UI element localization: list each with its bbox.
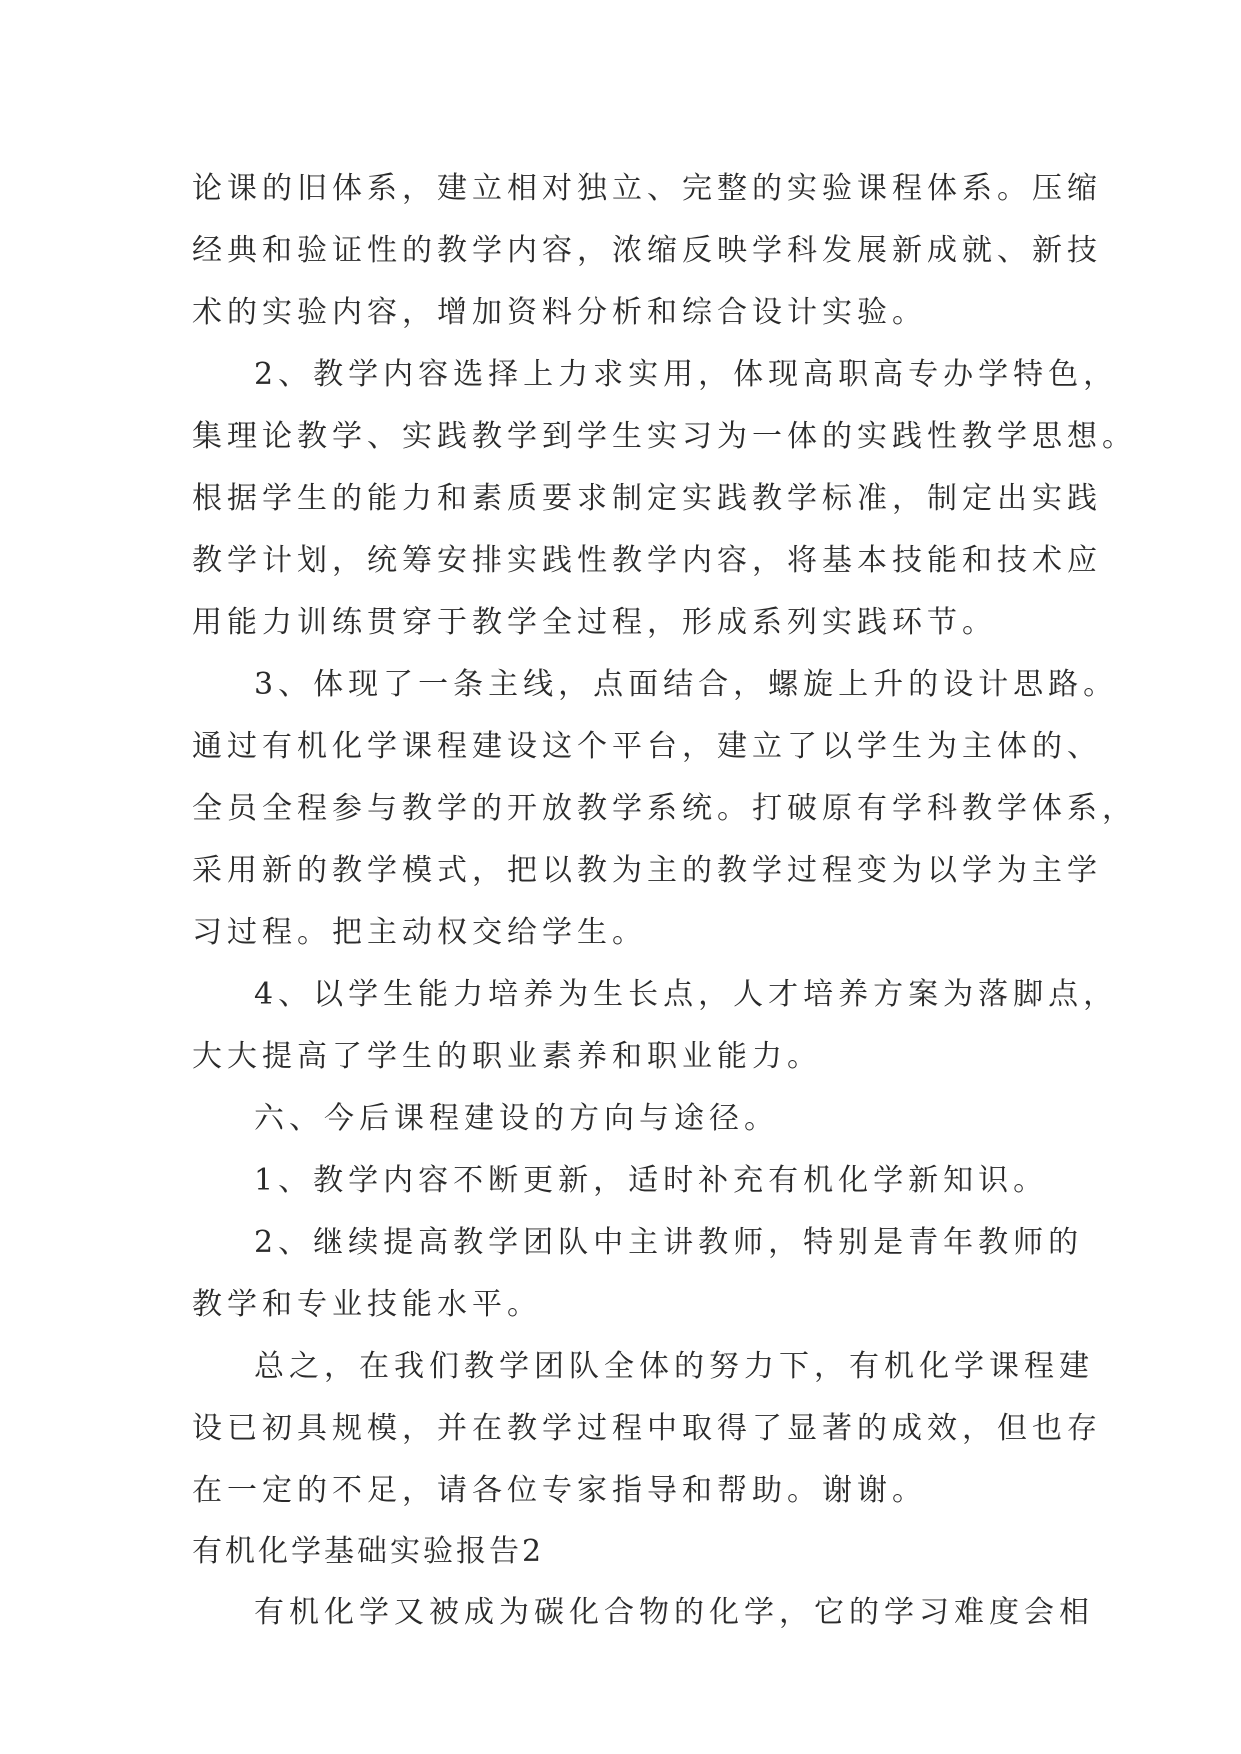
text-line: 教学和专业技能水平。 (192, 1287, 542, 1322)
text-line: 通过有机化学课程建设这个平台，建立了以学生为主体的、 (192, 729, 1102, 764)
paragraph-start-line: 3、体现了一条主线，点面结合，螺旋上升的设计思路。 (254, 667, 1119, 702)
text-line: 设已初具规模，并在教学过程中取得了显著的成效，但也存 (192, 1411, 1102, 1446)
paragraph-start-line: 4、以学生能力培养为生长点，人才培养方案为落脚点， (254, 977, 1119, 1012)
text-line: 集理论教学、实践教学到学生实习为一体的实践性教学思想。 (192, 419, 1137, 454)
text-line: 在一定的不足，请各位专家指导和帮助。谢谢。 (192, 1473, 927, 1508)
text-line: 习过程。把主动权交给学生。 (192, 915, 647, 950)
text-line: 采用新的教学模式，把以教为主的教学过程变为以学为主学 (192, 853, 1102, 888)
text-line: 教学计划，统筹安排实践性教学内容，将基本技能和技术应 (192, 543, 1102, 578)
section-heading: 有机化学基础实验报告2 (192, 1534, 545, 1569)
text-line: 术的实验内容，增加资料分析和综合设计实验。 (192, 295, 927, 330)
document-body (192, 158, 1137, 1644)
paragraph-start-line: 2、教学内容选择上力求实用，体现高职高专办学特色， (254, 357, 1119, 392)
text-line: 用能力训练贯穿于教学全过程，形成系列实践环节。 (192, 605, 997, 640)
paragraph-start-line: 1、教学内容不断更新，适时补充有机化学新知识。 (254, 1163, 1049, 1198)
paragraph-start-line: 有机化学又被成为碳化合物的化学，它的学习难度会相 (254, 1595, 1094, 1630)
paragraph-start-line: 总之，在我们教学团队全体的努力下，有机化学课程建 (254, 1349, 1094, 1384)
text-line: 根据学生的能力和素质要求制定实践教学标准，制定出实践 (192, 481, 1102, 516)
text-line: 经典和验证性的教学内容，浓缩反映学科发展新成就、新技 (192, 233, 1102, 268)
text-line: 大大提高了学生的职业素养和职业能力。 (192, 1039, 822, 1074)
section-title-line: 六、今后课程建设的方向与途径。 (254, 1101, 779, 1136)
paragraph-start-line: 2、继续提高教学团队中主讲教师，特别是青年教师的 (254, 1225, 1084, 1260)
text-line: 论课的旧体系，建立相对独立、完整的实验课程体系。压缩 (192, 171, 1102, 206)
text-line: 全员全程参与教学的开放教学系统。打破原有学科教学体系， (192, 791, 1137, 826)
